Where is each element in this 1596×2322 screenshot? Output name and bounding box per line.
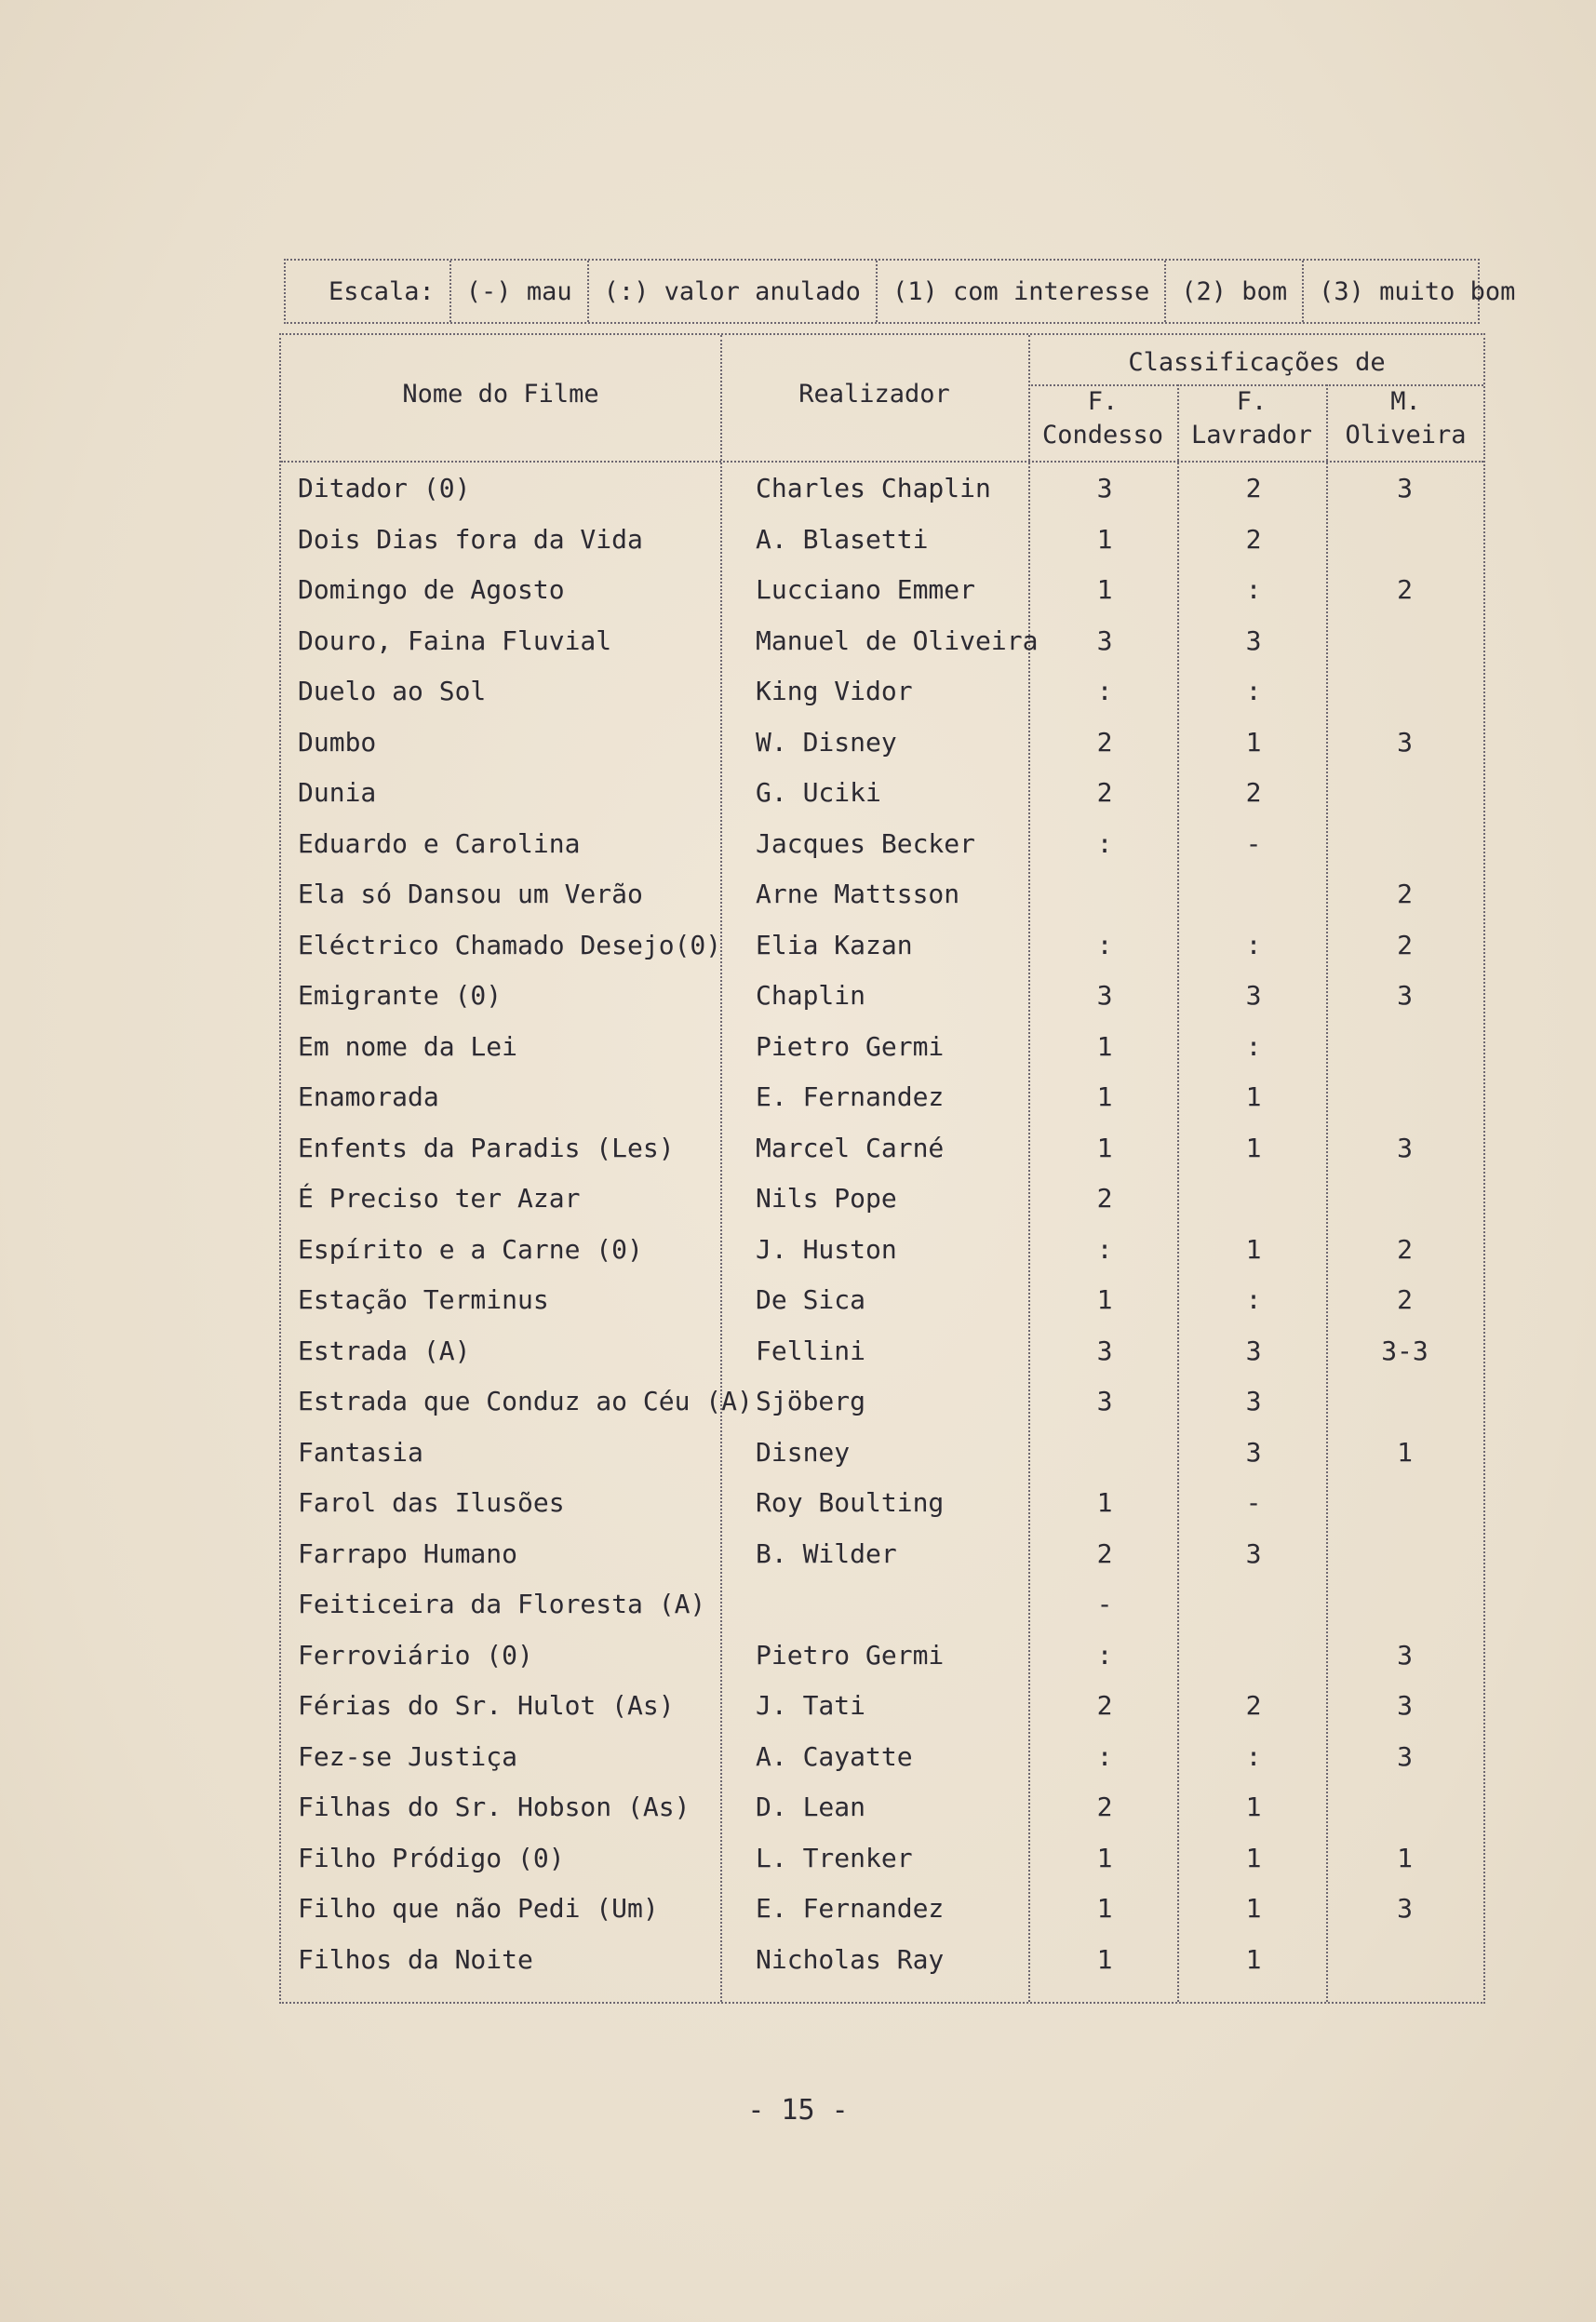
table-row	[281, 1225, 1483, 1276]
table-row	[281, 819, 1483, 870]
director: W. Disney	[756, 726, 897, 758]
rating-oliveira	[1328, 1072, 1482, 1123]
director: Jacques Becker	[756, 827, 976, 859]
table-row	[281, 1833, 1483, 1885]
film-title: Enfents da Paradis (Les)	[298, 1132, 675, 1163]
rating-condesso: 1	[1096, 1943, 1113, 1975]
rating-lavrador: 3	[1245, 1335, 1262, 1366]
rating-condesso: :	[1096, 1740, 1113, 1772]
director: Marcel Carné	[756, 1132, 945, 1163]
table-row	[281, 1579, 1483, 1631]
rating-lavrador: :	[1245, 676, 1262, 706]
rating-lavrador: 3	[1245, 980, 1262, 1011]
rating-oliveira	[1328, 666, 1482, 718]
film-title: Ela só Dansou um Verão	[298, 879, 643, 909]
film-title: Dunia	[298, 777, 377, 808]
director: Roy Boulting	[756, 1487, 945, 1518]
table-row	[281, 515, 1483, 566]
header-classifications: Classificações de	[1128, 348, 1386, 377]
rating-lavrador: :	[1245, 929, 1262, 960]
table-row	[281, 1631, 1483, 1682]
rating-oliveira	[1328, 1376, 1482, 1428]
film-title: Espírito e a Carne (0)	[298, 1233, 643, 1265]
scale-item-good: (2) bom	[1164, 261, 1302, 322]
rating-oliveira	[1328, 1478, 1482, 1529]
rating-condesso: 1	[1096, 1487, 1113, 1518]
rating-condesso: 1	[1096, 1284, 1113, 1315]
director: J. Tati	[756, 1690, 866, 1721]
film-ratings-table	[279, 333, 1485, 2004]
table-row	[281, 1326, 1483, 1377]
rating-condesso	[1030, 869, 1179, 920]
director: A. Blasetti	[756, 523, 929, 555]
header-film-title: Nome do Filme	[402, 380, 599, 409]
director: G. Uciki	[756, 777, 881, 808]
rating-oliveira: 3	[1397, 726, 1413, 758]
rating-oliveira: 2	[1397, 1233, 1413, 1265]
rating-oliveira: 2	[1397, 879, 1413, 909]
rating-condesso: 2	[1096, 1690, 1113, 1721]
rating-oliveira: 1	[1397, 1842, 1413, 1873]
film-title: Eduardo e Carolina	[298, 827, 581, 859]
film-title: Fez-se Justiça	[298, 1740, 518, 1772]
film-title: Duelo ao Sol	[298, 676, 487, 706]
rating-condesso: :	[1096, 1639, 1113, 1671]
film-title: É Preciso ter Azar	[298, 1183, 581, 1214]
rating-oliveira	[1328, 1174, 1482, 1225]
scale-row	[286, 261, 1530, 322]
film-title: Filho que não Pedi (Um)	[298, 1893, 659, 1924]
rating-lavrador: 1	[1245, 726, 1262, 758]
director: Sjöberg	[756, 1386, 866, 1416]
header-reviewer-condesso: Condesso	[1041, 421, 1164, 450]
rating-condesso: 2	[1096, 1537, 1113, 1569]
director: L. Trenker	[756, 1842, 913, 1873]
film-title: Fantasia	[298, 1436, 423, 1468]
rating-oliveira	[1328, 1529, 1482, 1580]
table-row	[281, 463, 1483, 515]
film-title: Estrada que Conduz ao Céu (A)	[298, 1386, 753, 1416]
rating-condesso: 1	[1096, 1893, 1113, 1924]
header-reviewer-initial: F.	[1087, 387, 1119, 416]
table-row	[281, 1275, 1483, 1326]
film-title: Enamorada	[298, 1081, 439, 1112]
table-body	[281, 463, 1483, 1985]
director: Lucciano Emmer	[756, 574, 976, 605]
rating-condesso: 1	[1096, 1030, 1113, 1062]
rating-oliveira: 3	[1397, 1893, 1413, 1924]
director: A. Cayatte	[756, 1740, 913, 1772]
rating-lavrador: 1	[1245, 1792, 1262, 1822]
scale-item-interest: (1) com interesse	[876, 261, 1164, 322]
rating-condesso: -	[1096, 1589, 1113, 1619]
table-row	[281, 768, 1483, 819]
table-row	[281, 1681, 1483, 1732]
scale-label: Escala:	[329, 276, 435, 306]
table-row	[281, 1529, 1483, 1580]
film-title: Douro, Faina Fluvial	[298, 624, 612, 656]
rating-condesso: :	[1096, 827, 1113, 859]
rating-lavrador: -	[1245, 1487, 1262, 1518]
director: Charles Chaplin	[756, 473, 991, 503]
rating-oliveira: 3	[1397, 1132, 1413, 1163]
table-row	[281, 1123, 1483, 1174]
rating-oliveira: 2	[1397, 929, 1413, 960]
table-row	[281, 971, 1483, 1022]
rating-lavrador: 1	[1245, 1132, 1262, 1163]
header-reviewer-initial: F.	[1236, 387, 1267, 416]
rating-oliveira	[1328, 768, 1482, 819]
table-row	[281, 565, 1483, 616]
header-reviewer-oliveira: Oliveira	[1345, 421, 1467, 450]
scale-item-bad: (-) mau	[449, 261, 587, 322]
scale-item-void: (:) valor anulado	[587, 261, 876, 322]
film-title: Domingo de Agosto	[298, 574, 565, 605]
film-title: Feiticeira da Floresta (A)	[298, 1589, 706, 1619]
scale-item-very-good: (3) muito bom	[1302, 261, 1530, 322]
rating-lavrador	[1179, 1631, 1328, 1682]
rating-lavrador	[1179, 1579, 1328, 1631]
rating-condesso: 3	[1096, 624, 1113, 656]
table-row	[281, 1478, 1483, 1529]
rating-lavrador: 1	[1245, 1893, 1262, 1924]
rating-oliveira	[1328, 515, 1482, 566]
rating-condesso: 3	[1096, 1335, 1113, 1366]
film-title: Dois Dias fora da Vida	[298, 523, 643, 555]
rating-condesso: 3	[1096, 1386, 1113, 1416]
table-row	[281, 1376, 1483, 1428]
rating-oliveira	[1328, 616, 1482, 667]
rating-lavrador: 2	[1245, 777, 1262, 808]
director: E. Fernandez	[756, 1893, 945, 1924]
rating-lavrador: 3	[1245, 624, 1262, 656]
header-reviewer-lavrador: Lavrador	[1190, 421, 1313, 450]
rating-lavrador: 2	[1245, 523, 1262, 555]
rating-lavrador: 1	[1245, 1842, 1262, 1873]
director: King Vidor	[756, 676, 913, 706]
film-title: Estrada (A)	[298, 1335, 471, 1366]
table-row	[281, 1174, 1483, 1225]
header-subdivider	[1028, 384, 1483, 386]
rating-condesso: 1	[1096, 1132, 1113, 1163]
film-title: Em nome da Lei	[298, 1030, 518, 1062]
rating-lavrador: :	[1245, 574, 1262, 605]
film-title: Eléctrico Chamado Desejo(0)	[298, 929, 722, 960]
rating-condesso: 2	[1096, 1183, 1113, 1214]
rating-oliveira	[1328, 1935, 1482, 1986]
rating-oliveira: 3	[1397, 980, 1413, 1011]
rating-oliveira	[1328, 819, 1482, 870]
rating-condesso: 3	[1096, 980, 1113, 1011]
rating-oliveira	[1328, 1782, 1482, 1833]
table-row	[281, 666, 1483, 718]
director: Nicholas Ray	[756, 1943, 945, 1975]
table-row	[281, 1072, 1483, 1123]
director: B. Wilder	[756, 1537, 897, 1569]
rating-lavrador: 3	[1245, 1436, 1262, 1468]
director: Fellini	[756, 1335, 866, 1366]
rating-condesso: 1	[1096, 1081, 1113, 1112]
director: Pietro Germi	[756, 1639, 945, 1671]
rating-condesso: 2	[1096, 1792, 1113, 1822]
table-row	[281, 1732, 1483, 1783]
director: De Sica	[756, 1284, 866, 1315]
rating-oliveira	[1328, 1579, 1482, 1631]
rating-condesso: 1	[1096, 523, 1113, 555]
rating-oliveira: 3-3	[1381, 1335, 1428, 1366]
director: Elia Kazan	[756, 929, 913, 960]
director: Pietro Germi	[756, 1030, 945, 1062]
rating-lavrador: 3	[1245, 1386, 1262, 1416]
director: Nils Pope	[756, 1183, 897, 1214]
table-row	[281, 616, 1483, 667]
rating-lavrador: :	[1245, 1740, 1262, 1772]
rating-lavrador	[1179, 1174, 1328, 1225]
director: Arne Mattsson	[756, 879, 960, 909]
rating-condesso	[1030, 1428, 1179, 1479]
rating-oliveira: 1	[1397, 1436, 1413, 1468]
film-title: Ditador (0)	[298, 473, 471, 503]
director: E. Fernandez	[756, 1081, 945, 1112]
header-divider	[281, 461, 1483, 463]
rating-condesso: 2	[1096, 777, 1113, 808]
rating-oliveira: 3	[1397, 1690, 1413, 1721]
table-row	[281, 718, 1483, 769]
film-title: Farol das Ilusões	[298, 1487, 565, 1518]
table-row	[281, 1935, 1483, 1986]
film-title: Emigrante (0)	[298, 980, 503, 1011]
rating-lavrador: 3	[1245, 1537, 1262, 1569]
director: D. Lean	[756, 1792, 866, 1822]
director: Chaplin	[756, 980, 866, 1011]
table-row	[281, 1022, 1483, 1073]
page-number: - 15 -	[747, 2094, 849, 2127]
rating-lavrador: 2	[1245, 1690, 1262, 1721]
table-row	[281, 1428, 1483, 1479]
rating-condesso: :	[1096, 676, 1113, 706]
rating-lavrador: :	[1245, 1284, 1262, 1315]
director: Manuel de Oliveira	[756, 624, 1039, 656]
rating-oliveira: 3	[1397, 473, 1413, 503]
rating-oliveira	[1328, 1022, 1482, 1073]
rating-condesso: 3	[1096, 473, 1113, 503]
rating-condesso: 1	[1096, 574, 1113, 605]
header-director: Realizador	[798, 380, 950, 409]
rating-scale-legend	[284, 259, 1516, 324]
director: Disney	[756, 1436, 851, 1468]
rating-condesso: :	[1096, 1233, 1113, 1265]
rating-lavrador	[1179, 869, 1328, 920]
film-title: Dumbo	[298, 726, 377, 758]
table-row	[281, 869, 1483, 920]
rating-oliveira: 2	[1397, 1284, 1413, 1315]
film-title: Farrapo Humano	[298, 1537, 518, 1569]
rating-condesso: 1	[1096, 1842, 1113, 1873]
header-reviewer-initial: M.	[1390, 387, 1421, 416]
rating-lavrador: 1	[1245, 1233, 1262, 1265]
director: J. Huston	[756, 1233, 897, 1265]
rating-condesso: 2	[1096, 726, 1113, 758]
rating-oliveira: 3	[1397, 1639, 1413, 1671]
table-row	[281, 920, 1483, 972]
rating-lavrador: 1	[1245, 1943, 1262, 1975]
rating-lavrador: 1	[1245, 1081, 1262, 1112]
rating-lavrador: :	[1245, 1030, 1262, 1062]
rating-condesso: :	[1096, 929, 1113, 960]
film-title: Férias do Sr. Hulot (As)	[298, 1690, 675, 1721]
film-title: Filho Pródigo (0)	[298, 1842, 565, 1873]
film-title: Estação Terminus	[298, 1284, 549, 1315]
rating-oliveira: 2	[1397, 574, 1413, 605]
rating-oliveira: 3	[1397, 1740, 1413, 1772]
rating-lavrador: -	[1245, 827, 1262, 859]
rating-lavrador: 2	[1245, 473, 1262, 503]
film-title: Filhas do Sr. Hobson (As)	[298, 1792, 691, 1822]
table-row	[281, 1782, 1483, 1833]
film-title: Ferroviário (0)	[298, 1639, 533, 1671]
table-row	[281, 1884, 1483, 1935]
film-title: Filhos da Noite	[298, 1943, 533, 1975]
